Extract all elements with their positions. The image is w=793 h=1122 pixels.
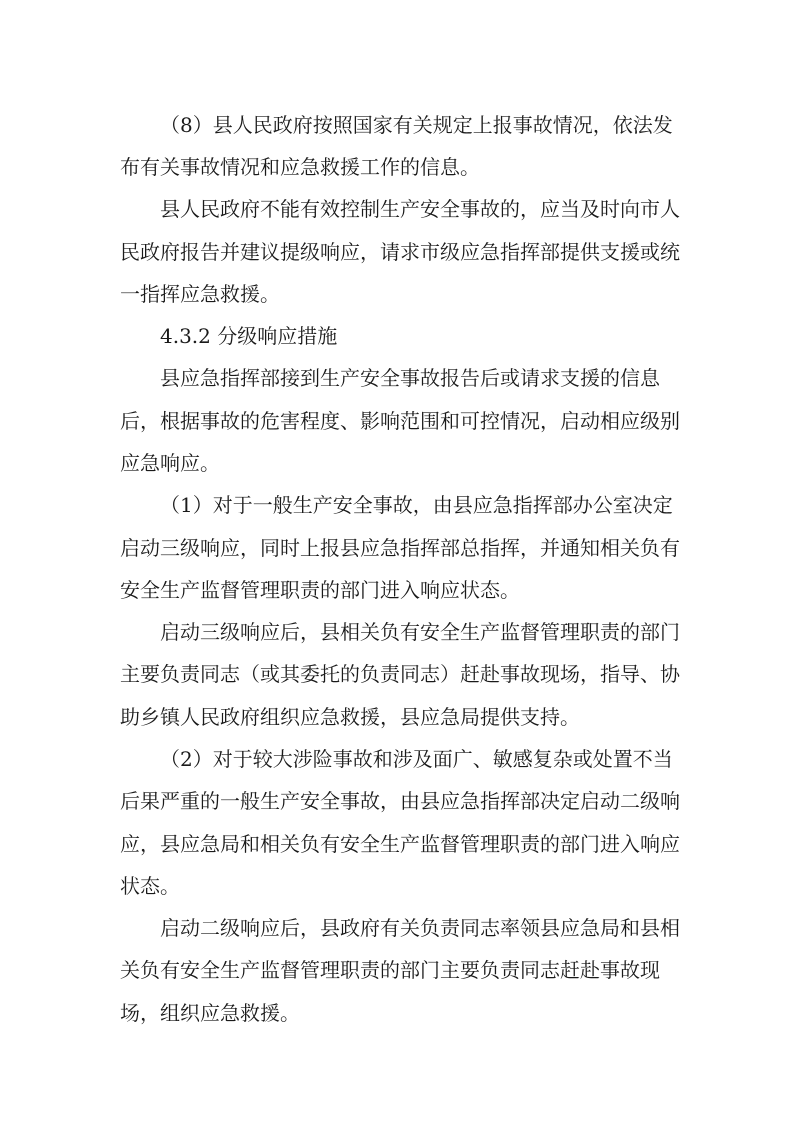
text-line: 县应急指挥部接到生产安全事故报告后或请求支援的信息	[160, 366, 660, 390]
text-line: 布有关事故情况和应急救援工作的信息。	[120, 155, 480, 179]
text-line: 启动三级响应，同时上报县应急指挥部总指挥，并通知相关负有	[120, 536, 680, 560]
text-line: 应，县应急局和相关负有安全生产监督管理职责的部门进入响应	[120, 832, 680, 856]
text-line: （8）县人民政府按照国家有关规定上报事故情况，依法发	[160, 113, 673, 137]
text-line: 助乡镇人民政府组织应急救援，县应急局提供支持。	[120, 705, 580, 729]
text-line: 后，根据事故的危害程度、影响范围和可控情况，启动相应级别	[120, 409, 680, 433]
text-line: 县人民政府不能有效控制生产安全事故的，应当及时向市人	[160, 197, 680, 221]
text-line: （1）对于一般生产安全事故，由县应急指挥部办公室决定	[160, 493, 673, 517]
text-line: 应急响应。	[120, 451, 220, 475]
text-line: 后果严重的一般生产安全事故，由县应急指挥部决定启动二级响	[120, 789, 680, 813]
text-line: （2）对于较大涉险事故和涉及面广、敏感复杂或处置不当	[160, 747, 673, 771]
text-line: 关负有安全生产监督管理职责的部门主要负责同志赶赴事故现	[120, 958, 660, 982]
text-line: 一指挥应急救援。	[120, 282, 280, 306]
text-line: 启动二级响应后，县政府有关负责同志率领县应急局和县相	[160, 916, 680, 940]
text-line: 民政府报告并建议提级响应，请求市级应急指挥部提供支援或统	[120, 240, 680, 264]
text-line: 主要负责同志（或其委托的负责同志）赶赴事故现场，指导、协	[120, 662, 680, 686]
text-line: 场，组织应急救援。	[120, 1001, 300, 1025]
section-heading: 4.3.2 分级响应措施	[160, 324, 338, 348]
text-line: 安全生产监督管理职责的部门进入响应状态。	[120, 578, 520, 602]
text-line: 启动三级响应后，县相关负有安全生产监督管理职责的部门	[160, 620, 680, 644]
text-line: 状态。	[120, 874, 180, 898]
